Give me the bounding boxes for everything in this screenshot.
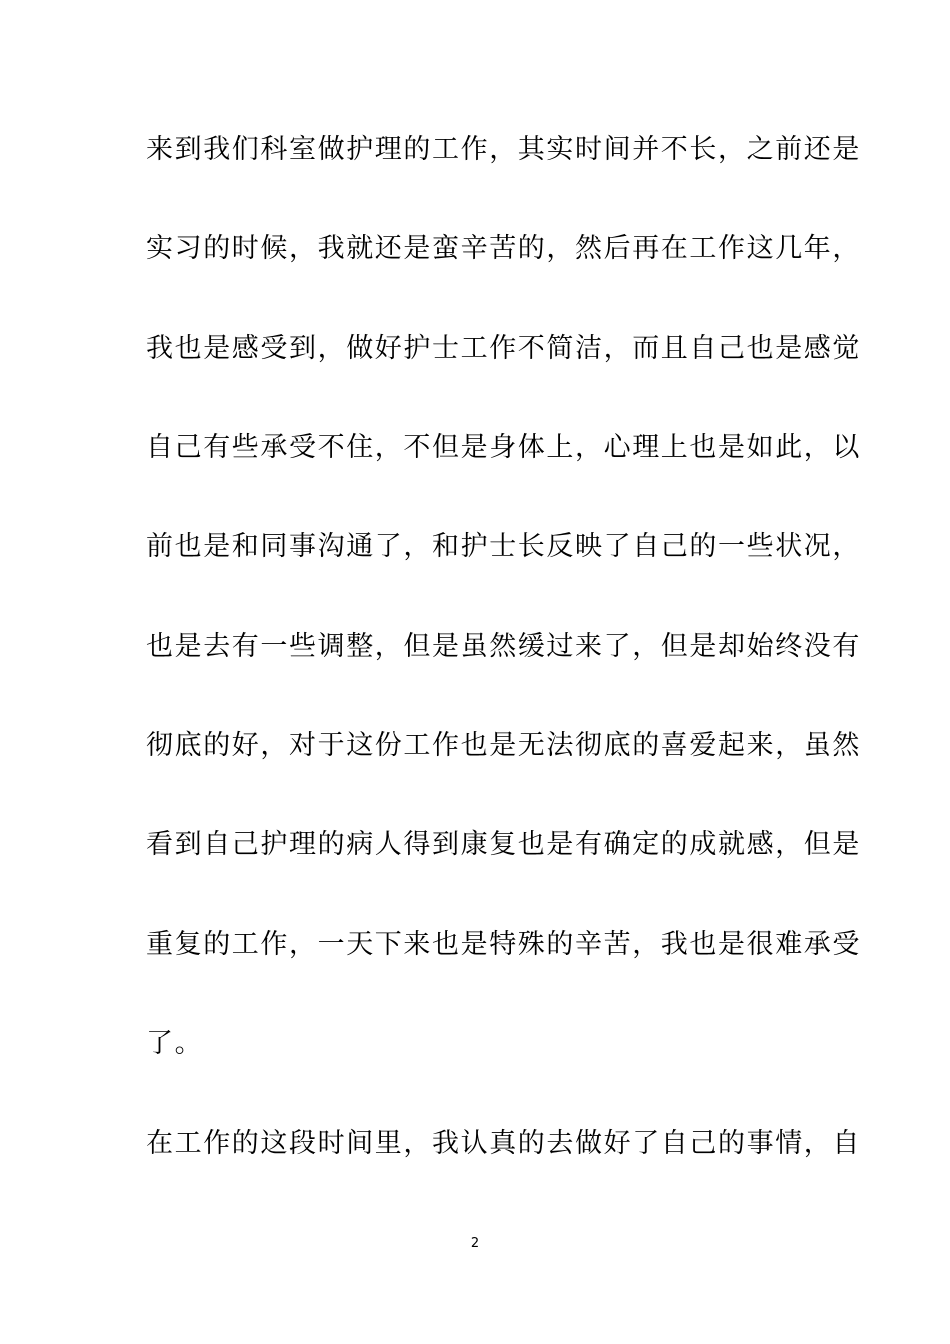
paragraph-line: 重复的工作，一天下来也是特殊的辛苦，我也是很难承受: [146, 929, 861, 960]
paragraph-line: 前也是和同事沟通了，和护士长反映了自己的一些状况，: [146, 531, 861, 562]
paragraph-line: 彻底的好，对于这份工作也是无法彻底的喜爱起来，虽然: [146, 730, 861, 761]
paragraph-line: 看到自己护理的病人得到康复也是有确定的成就感，但是: [146, 829, 861, 860]
paragraph-line: 也是去有一些调整，但是虽然缓过来了，但是却始终没有: [146, 631, 861, 662]
paragraph-line: 我也是感受到，做好护士工作不简洁，而且自己也是感觉: [146, 333, 861, 364]
page-number: 2: [470, 1236, 480, 1251]
paragraph-line: 在工作的这段时间里，我认真的去做好了自己的事情，自: [146, 1128, 861, 1159]
paragraph-line: 来到我们科室做护理的工作，其实时间并不长，之前还是: [146, 134, 861, 165]
paragraph-line: 实习的时候，我就还是蛮辛苦的，然后再在工作这几年，: [146, 233, 861, 264]
paragraph-line: 了。: [146, 1028, 204, 1059]
paragraph-line: 自己有些承受不住，不但是身体上，心理上也是如此，以: [146, 432, 861, 463]
